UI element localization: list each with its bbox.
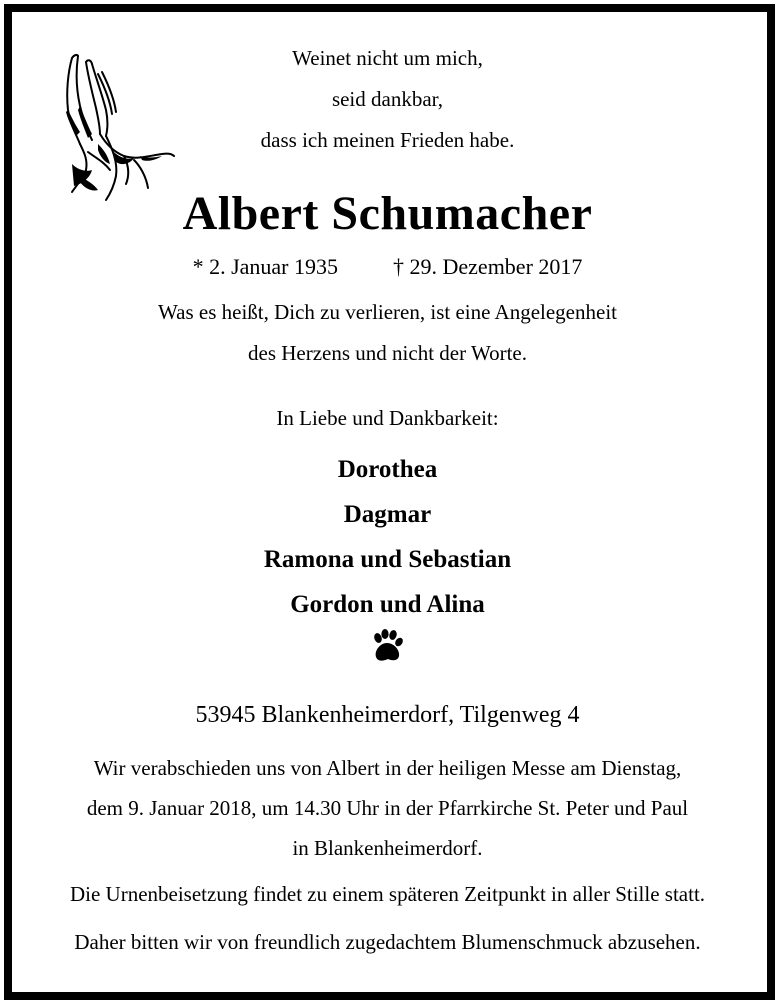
dedication: In Liebe und Dankbarkeit: — [276, 406, 499, 430]
life-dates — [0, 254, 775, 280]
burial-notice: Die Urnenbeisetzung findet zu einem späteren Zeitpunkt in aller Stille statt. — [69, 882, 706, 906]
family-member: Dorothea — [337, 456, 438, 483]
flowers-notice: Daher bitten wir von freundlich zugedachtem Blumenschmuck abzusehen. — [74, 930, 701, 954]
quote-line-1: Was es heißt, Dich zu verlieren, ist eine Angelegenheit — [158, 300, 617, 324]
family-member: Ramona und Sebastian — [263, 546, 512, 573]
verse-line-3: dass ich meinen Frieden habe. — [260, 128, 515, 152]
death-date: † 29. Dezember 2017 — [393, 254, 583, 279]
quote-line-2: des Herzens und nicht der Worte. — [248, 341, 527, 365]
family-member: Dagmar — [343, 501, 432, 528]
service-line-2: dem 9. Januar 2018, um 14.30 Uhr in der Pfarrkirche St. Peter und Paul — [86, 796, 689, 820]
address: 53945 Blankenheimerdorf, Tilgenweg 4 — [195, 702, 580, 728]
family-member: Gordon und Alina — [290, 591, 485, 618]
service-line-1: Wir verabschieden uns von Albert in der heiligen Messe am Dienstag, — [93, 756, 682, 780]
verse-line-1: Weinet nicht um mich, — [292, 46, 483, 70]
verse-line-2: seid dankbar, — [331, 87, 444, 111]
service-line-3: in Blankenheimerdorf. — [292, 836, 483, 860]
birth-date: * 2. Januar 1935 — [192, 254, 339, 279]
paw-print-icon — [370, 628, 404, 664]
deceased-name: Albert Schumacher — [182, 187, 593, 240]
